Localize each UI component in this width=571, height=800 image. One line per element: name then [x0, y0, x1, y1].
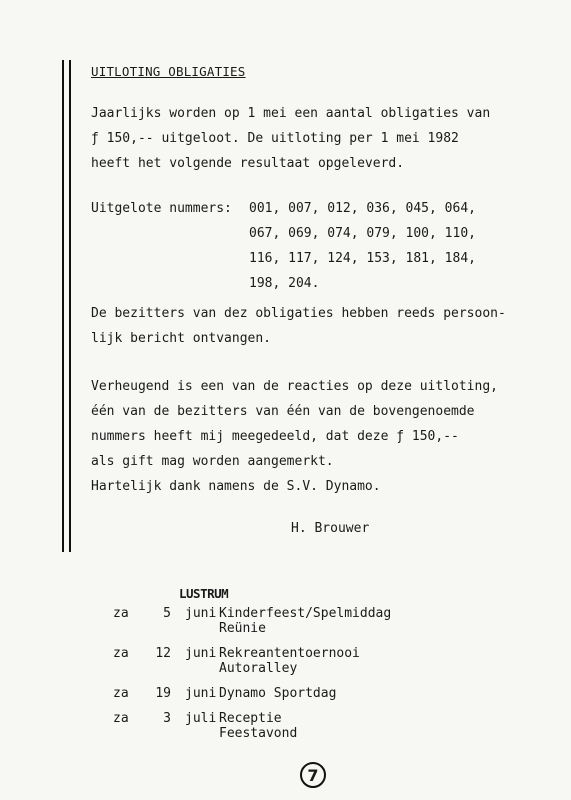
event-date: 19 [155, 686, 171, 701]
event-month: juni [185, 606, 217, 621]
event-month: juni [185, 646, 217, 661]
event-day: za [113, 686, 129, 701]
text-line: Jaarlijks worden op 1 mei een aantal obligaties van [91, 106, 491, 121]
article [91, 64, 551, 536]
drawn-numbers [91, 196, 551, 296]
event-line: Receptie [219, 711, 282, 726]
holders-paragraph [91, 301, 551, 351]
lustrum-schedule [113, 586, 453, 751]
text-line: heeft het volgende resultaat opgeleverd. [91, 156, 405, 171]
page-number: 7 [300, 762, 326, 788]
text-line: Verheugend is een van de reacties op deze uitloting, [91, 379, 498, 394]
lustrum-title: LUSTRUM [179, 586, 229, 601]
event-description [219, 646, 360, 676]
event-day: za [113, 606, 129, 621]
event-description [219, 606, 391, 636]
numbers-label: Uitgelote nummers: [91, 201, 232, 216]
event-row [113, 711, 453, 741]
event-day: za [113, 711, 129, 726]
text-line: één van de bezitters van één van de bovengenoemde [91, 404, 475, 419]
numbers-line: 116, 117, 124, 153, 181, 184, [249, 251, 476, 266]
event-description [219, 711, 297, 741]
event-description [219, 686, 336, 701]
numbers-list [249, 196, 509, 296]
event-row [113, 646, 453, 676]
event-line: Dynamo Sportdag [219, 686, 337, 701]
event-line: Reünie [219, 621, 266, 636]
event-line: Rekreantentoernooi [219, 646, 360, 661]
event-line: Feestavond [219, 726, 298, 741]
numbers-line: 198, 204. [249, 276, 320, 291]
closing-paragraph [91, 374, 551, 499]
event-month: juni [185, 686, 217, 701]
margin-rule [69, 60, 71, 552]
event-month: juli [185, 711, 217, 726]
event-row [113, 606, 453, 636]
event-line: Kinderfeest/Spelmiddag [219, 606, 392, 621]
intro-paragraph [91, 101, 551, 176]
text-line: lijk bericht ontvangen. [91, 331, 272, 346]
article-heading: UITLOTING OBLIGATIES [91, 64, 246, 79]
text-line: De bezitters van dez obligaties hebben reeds persoon- [91, 306, 506, 321]
event-date: 12 [155, 646, 171, 661]
event-date: 3 [163, 711, 171, 726]
text-line: als gift mag worden aangemerkt. [91, 454, 334, 469]
numbers-line: 067, 069, 074, 079, 100, 110, [249, 226, 476, 241]
text-line: Hartelijk dank namens de S.V. Dynamo. [91, 479, 381, 494]
text-line: ƒ 150,-- uitgeloot. De uitloting per 1 mei 1982 [91, 131, 459, 146]
event-line: Autoralley [219, 661, 298, 676]
event-row [113, 686, 453, 701]
event-date: 5 [163, 606, 171, 621]
signature: H. Brouwer [291, 521, 370, 536]
event-day: za [113, 646, 129, 661]
margin-rule [62, 60, 64, 552]
text-line: nummers heeft mij meegedeeld, dat deze ƒ 150,-- [91, 429, 459, 444]
numbers-line: 001, 007, 012, 036, 045, 064, [249, 201, 476, 216]
